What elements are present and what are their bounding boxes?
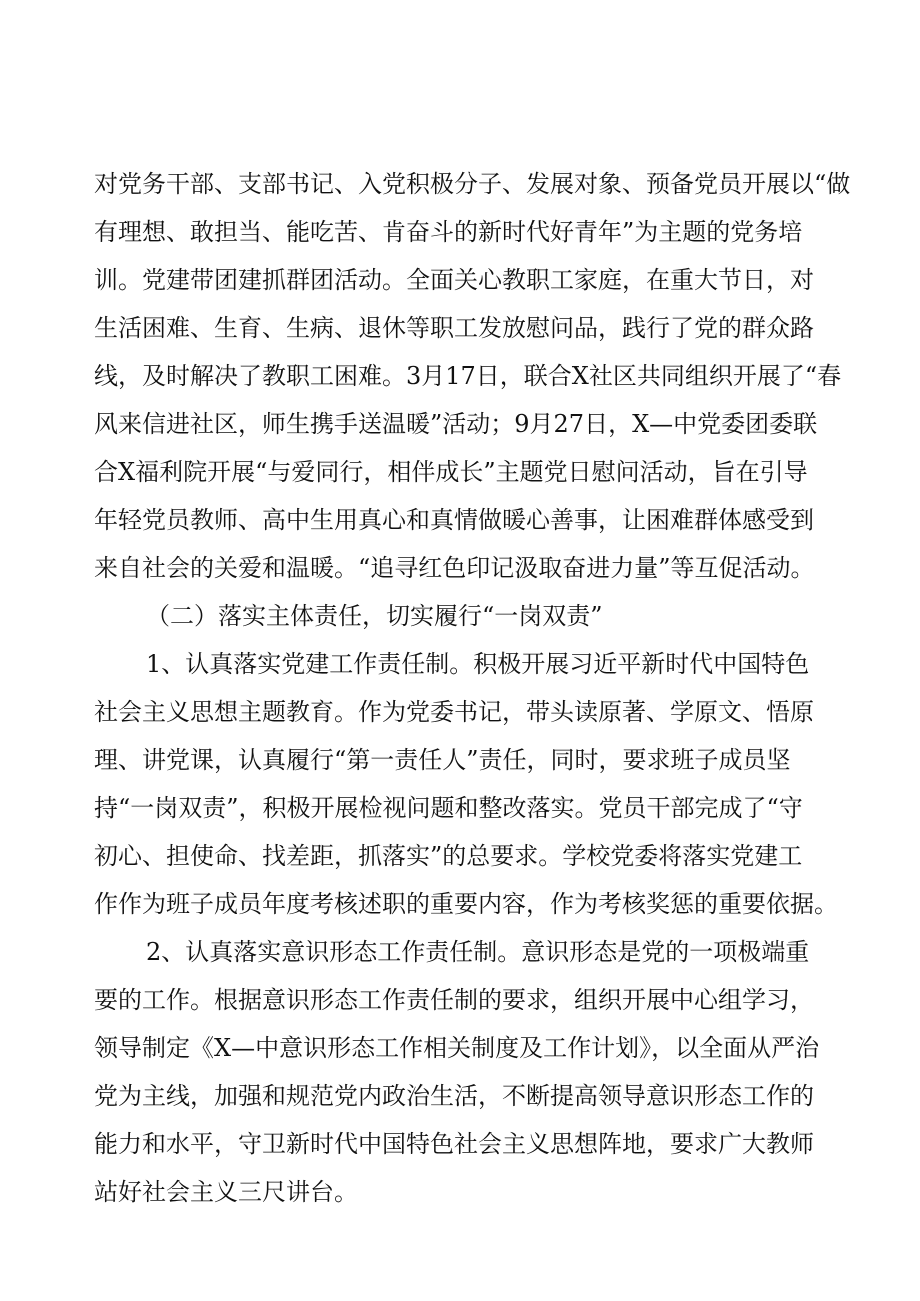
text-line [0, 784, 920, 832]
text-line [0, 880, 920, 928]
text-line [0, 1168, 920, 1216]
line-text: 党为主线，加强和规范党内政治生活，不断提高领导意识形态工作的 [94, 1082, 814, 1110]
line-text: 初心、担使命、找差距，抓落实”的总要求。学校党委将落实党建工 [94, 842, 803, 870]
line-text: 1、认真落实党建工作责任制。积极开展习近平新时代中国特色 [146, 650, 810, 678]
line-text: 风来信进社区，师生携手送温暖”活动；9月27日，X—中党委团委联 [94, 410, 818, 438]
line-text: 站好社会主义三尺讲台。 [94, 1178, 358, 1206]
line-text: 年轻党员教师、高中生用真心和真情做暖心善事，让困难群体感受到 [94, 506, 814, 534]
text-line [0, 688, 920, 736]
line-text: 作作为班子成员年度考核述职的重要内容，作为考核奖惩的重要依据。 [94, 890, 838, 918]
text-line [0, 304, 920, 352]
text-line [0, 256, 920, 304]
text-line [0, 496, 920, 544]
line-text: 2、认真落实意识形态工作责任制。意识形态是党的一项极端重 [146, 938, 810, 966]
text-line [0, 928, 920, 976]
text-line [0, 208, 920, 256]
line-text: 持“一岗双责”，积极开展检视问题和整改落实。党员干部完成了“守 [94, 794, 803, 822]
line-text: 对党务干部、支部书记、入党积极分子、发展对象、预备党员开展以“做 [94, 170, 851, 198]
line-text: 线，及时解决了教职工困难。3月17日，联合X社区共同组织开展了“春 [94, 362, 842, 390]
line-text: 理、讲党课，认真履行“第一责任人”责任，同时，要求班子成员坚 [94, 746, 791, 774]
text-line [0, 1120, 920, 1168]
line-text: 合X福利院开展“与爱同行，相伴成长”主题党日慰问活动，旨在引导 [94, 458, 808, 486]
text-line [0, 1072, 920, 1120]
line-text: 有理想、敢担当、能吃苦、肯奋斗的新时代好青年”为主题的党务培 [94, 218, 803, 246]
text-line [0, 976, 920, 1024]
text-line [0, 352, 920, 400]
section-heading [0, 592, 920, 640]
text-line [0, 400, 920, 448]
line-text: 来自社会的关爱和温暖。“追寻红色印记汲取奋进力量”等互促活动。 [94, 554, 815, 582]
text-line [0, 736, 920, 784]
line-text: 能力和水平，守卫新时代中国特色社会主义思想阵地，要求广大教师 [94, 1130, 814, 1158]
line-text: 生活困难、生育、生病、退休等职工发放慰问品，践行了党的群众路 [94, 314, 814, 342]
section-heading-text: （二）落实主体责任，切实履行“一岗双责” [146, 602, 603, 630]
text-line [0, 160, 920, 208]
text-line [0, 1024, 920, 1072]
text-line [0, 448, 920, 496]
line-text: 训。党建带团建抓群团活动。全面关心教职工家庭，在重大节日，对 [94, 266, 814, 294]
text-line [0, 544, 920, 592]
text-line [0, 832, 920, 880]
line-text: 领导制定《X—中意识形态工作相关制度及工作计划》，以全面从严治 [94, 1034, 820, 1062]
text-line [0, 640, 920, 688]
line-text: 社会主义思想主题教育。作为党委书记，带头读原著、学原文、悟原 [94, 698, 814, 726]
line-text: 要的工作。根据意识形态工作责任制的要求，组织开展中心组学习， [94, 986, 814, 1014]
